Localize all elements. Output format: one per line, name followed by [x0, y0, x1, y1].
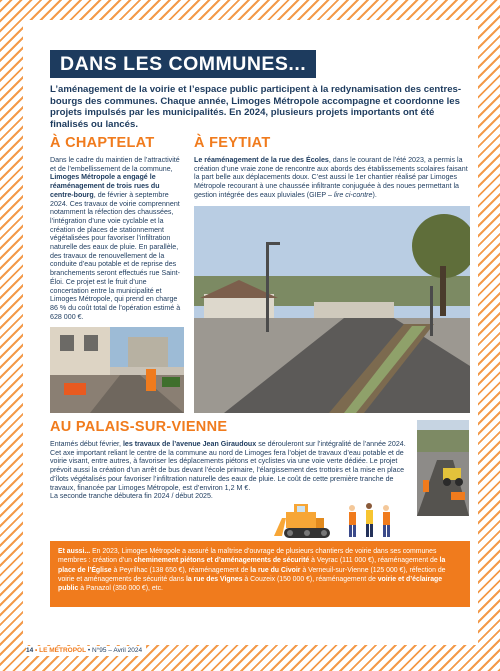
worker-icon	[383, 505, 390, 537]
heading-chaptelat: À CHAPTELAT	[50, 135, 155, 151]
palais-text: Entamés début février, les travaux de l’avenue Jean Giraudoux se dérouleront sur l’intégralité de l’année 2024. Cet axe important reliant le centre de la commune au nord de Limoges fera l’objet de travaux d’eau potable et de voirie visant, entre autres, à favoriser les déplacements piétons et cyclistes via une voie verte dédiée. Le projet prévoit aussi la création d’un arrêt de bus devant l’école primaire, l’élargissement des trottoirs et la mise en place d’îlots végétalisés pour favoriser l’infiltration naturelle des eaux de pluie. Le coût de cette première tranche de travaux, financée par Limoges Métropole, est d’environ 1,2 M €. La seconde tranche débutera fin 2024 / début 2025.	[50, 440, 406, 501]
et-aussi-text: Et aussi... En 2023, Limoges Métropole a assuré la maîtrise d’ouvrage de plusieurs chantiers de voirie dans ses communes membres : création d’un cheminement piétons et d’aménagements de sécurité à Veyrac (111 000 €), réaménagement de la place de l’Église à Peyrilhac (138 650 €), réaménagement de la rue du Civoir à Verneuil-sur-Vienne (125 000 €), réfection de voirie et aménagements de sécurité dans la rue des Vignes à Couzeix (150 000 €), réaménagement de voirie et d’éclairage public à Panazol (350 000 €), etc.	[58, 548, 446, 593]
page-number: 14	[26, 647, 34, 654]
feytiat-photo	[194, 206, 470, 413]
worker-icon	[349, 505, 356, 537]
heading-palais-sur-vienne: AU PALAIS-SUR-VIENNE	[50, 419, 228, 435]
intro-paragraph: L’aménagement de la voirie et l’espace public participent à la redynamisation des centres-bourgs des communes. Chaque année, Limoges Métropole accompagne et coordonne les projets impulsés par les municipalités. En 2024, plusieurs projets importants ont été finalisés ou lancés.	[50, 84, 462, 130]
issue-info: • N°95 – Avril 2024	[86, 647, 143, 654]
chaptelat-photo	[50, 327, 184, 413]
et-aussi-box	[50, 541, 470, 607]
page-title: DANS LES COMMUNES...	[50, 50, 316, 78]
bulldozer-icon	[274, 504, 330, 538]
heading-feytiat: À FEYTIAT	[194, 135, 271, 151]
page-footer: 14 • LE MÉTROPOL • N°95 – Avril 2024	[26, 646, 146, 656]
chaptelat-text: Dans le cadre du maintien de l’attractivité et de l’embellissement de la commune, Limoges Métropole a engagé le réaménagement de trois rues du centre-bourg, de février à septembre 2024. Ces travaux de voirie comprennent notamment la réfection des chaussées, l’intégration d’une voie cyclable et la création de places de stationnement végétalisées pour favoriser l’infiltration naturelle des eaux de pluie. En parallèle, des travaux de renouvellement de la conduite d’eau potable et de reprise des branchements seront effectués rue Saint-Éloi. Ce projet est le fruit d’une concertation entre la municipalité et Limoges Métropole, qui prend en charge 86 % du coût total de l’opération estimé à 628 000 €.	[50, 156, 181, 321]
magazine-name: LE MÉTROPOL	[39, 647, 87, 654]
construction-illustration	[272, 498, 422, 543]
palais-photo	[417, 420, 469, 516]
worker-icon	[366, 503, 373, 537]
feytiat-text: Le réaménagement de la rue des Écoles, dans le courant de l’été 2023, a permis la création d’une vraie zone de rencontre aux abords des établissements scolaires faisant la part belle aux déplacements doux. C’est aussi le 1er chantier réalisé par Limoges Métropole recourant à une chaussée infiltrante conjuguée à des noues permettant la gestion intégrée des eaux pluviales (GIEP – lire ci-contre).	[194, 156, 468, 199]
